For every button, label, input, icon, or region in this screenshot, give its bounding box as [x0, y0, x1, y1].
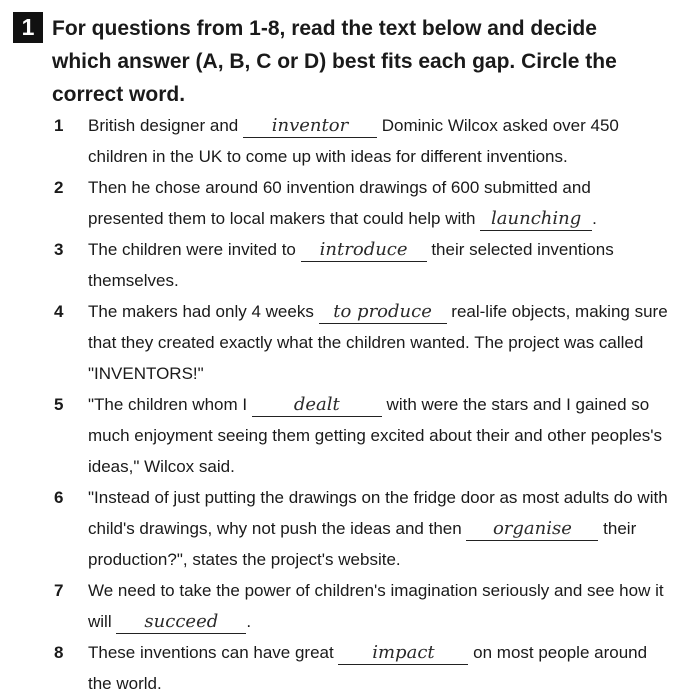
question-number: 8: [54, 643, 64, 662]
answer-blank[interactable]: launching: [480, 208, 592, 231]
question-item-7: [0, 575, 678, 637]
question-text: "Instead of just putting the drawings on the fridge door as most adults do with child's drawings, why not push the ideas and then organise their production?", states the project's website.: [88, 488, 668, 569]
question-number: 1: [54, 116, 64, 135]
answer-blank[interactable]: organise: [466, 518, 598, 541]
question-item-6: [0, 482, 678, 575]
question-number: 2: [54, 178, 64, 197]
question-number: 3: [54, 240, 64, 259]
answer-blank[interactable]: succeed: [116, 611, 246, 634]
question-item-8: [0, 637, 678, 699]
question-text: We need to take the power of children's imagination seriously and see how it will succeed .: [88, 581, 664, 632]
question-text: The makers had only 4 weeks to produce real-life objects, making sure that they created exactly what the children wanted. The project was called "INVENTORS!": [88, 301, 668, 383]
question-number: 4: [54, 302, 64, 321]
task-instructions: For questions from 1-8, read the text below and decide which answer (A, B, C or D) best fits each gap. Circle the correct word.: [52, 17, 617, 106]
question-number: 5: [54, 395, 64, 414]
question-text: "The children whom I dealt with were the stars and I gained so much enjoyment seeing them getting excited about their and other peoples's ideas," Wilcox said.: [88, 394, 663, 476]
answer-blank[interactable]: introduce: [301, 239, 427, 262]
question-text: The children were invited to introduce their selected inventions themselves.: [88, 239, 614, 290]
question-list: [0, 110, 678, 699]
question-item-2: [0, 172, 678, 234]
question-text: British designer and inventor Dominic Wilcox asked over 450 children in the UK to come up with ideas for different inventions.: [88, 115, 619, 166]
question-item-5: [0, 389, 678, 482]
answer-blank[interactable]: impact: [338, 642, 468, 665]
answer-blank[interactable]: dealt: [252, 394, 382, 417]
task-number-badge: 1: [13, 12, 43, 43]
question-item-3: [0, 234, 678, 296]
question-text: Then he chose around 60 invention drawings of 600 submitted and presented them to local makers that could help with launching .: [88, 178, 597, 229]
question-text: These inventions can have great impact on most people around the world.: [88, 642, 648, 693]
question-item-4: [0, 296, 678, 389]
answer-blank[interactable]: to produce: [319, 301, 447, 324]
question-number: 7: [54, 581, 64, 600]
question-item-1: [0, 110, 678, 172]
answer-blank[interactable]: inventor: [243, 115, 377, 138]
question-number: 6: [54, 488, 64, 507]
